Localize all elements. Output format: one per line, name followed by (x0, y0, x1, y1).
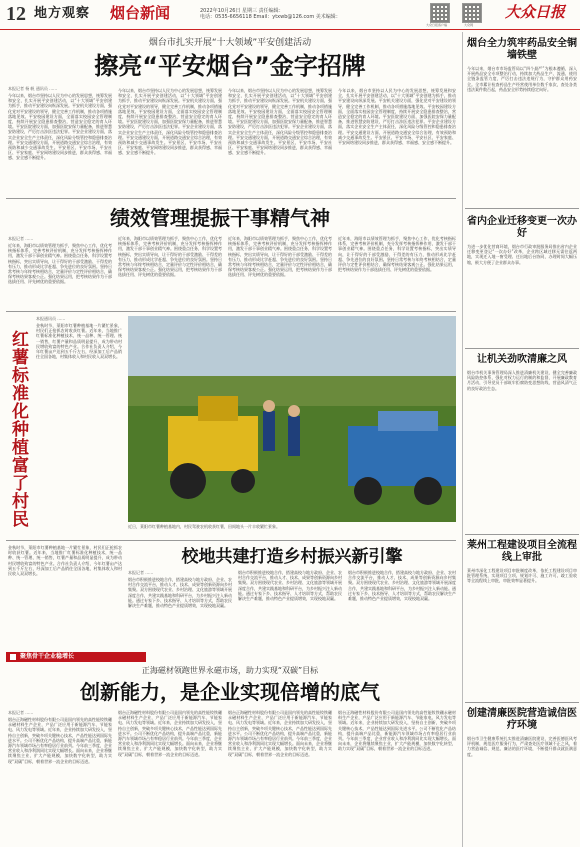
story5-body-col3: 烟台正海磁性材料股份有限公司是国内领先的高性能钕铁硼永磁材料生产企业，产品广泛应用于新能源汽车、节能家电、风力发电等领域。近年来，企业持续加大研发投入，坚持自主创新，突破多项关键核心技术，产品性能达到国际先进水平。公司不断优化产品结构，提升高端产品比重，新能源汽车领域市场占有率稳居行业前列。今年前三季度，企业营业收入和净利润同比实现大幅增长。面向未来，企业将继续聚焦主业，扩大产能规模，加快数字化转型，助力实现“双碳”目标，朝着世界一流企业的目标迈进。 (228, 710, 332, 757)
sidebar-item4-body: 莱州市深化工程建设项目审批制度改革，依托工程建设项目审批管理系统，实现项目立项、规划许可、施工许可、竣工验收等全流程线上审批，审批效率显著提升。 (467, 568, 577, 584)
sidebar-item1-headline: 烟台全力筑牢药品安全铜墙铁壁 (467, 38, 577, 61)
story5-body-col1: 烟台正海磁性材料股份有限公司是国内领先的高性能钕铁硼永磁材料生产企业，产品广泛应用于新能源汽车、节能家电、风力发电等领域。近年来，企业持续加大研发投入，坚持自主创新，突破多项关键核心技术，产品性能达到国际先进水平。公司不断优化产品结构，提升高端产品比重，新能源汽车领域市场占有率稳居行业前列。今年前三季度，企业营业收入和净利润同比实现大幅增长。面向未来，企业将继续聚焦主业，扩大产能规模，加快数字化转型，助力实现“双碳”目标，朝着世界一流企业的目标迈进。 (8, 717, 112, 764)
sidebar-item4-headline: 莱州工程建设项目全流程线上审批 (467, 540, 577, 563)
sidebar-item3-headline: 让机关劲吹清廉之风 (477, 354, 567, 365)
lead-body-col1: 今年以来，烟台市坚持以人民为中心的发展思想，统筹发展和安全，扎实开展平安创建活动，以“十大领域”平安创建为抓手，推动平安建设向纵深发展。平安机关建设方面，强化党对平安建设的领导，健全完善工作机制，推动各项措施落地见效。平安校园建设方面，全面落实校园安全管理制度，持续开展安全隐患排查整治，营造安全稳定的育人环境。平安医院建设方面，加强医院安保力量配备，推进智慧安防建设，严厉打击涉医违法犯罪。平安企业建设方面，落实企业安全生产主体责任，深化风险分级管控和隐患排查治理。平安交通建设方面，开展道路交通安全综合治理，有效预防和减少交通事故发生。平安景区、平安市场、平安社区、平安家庭、平安网络建设同步推进，群众获得感、幸福感、安全感不断提升。 (8, 93, 112, 161)
story4-body-col1: 烟台市积极推进校地合作，搭建高校与地方政府、企业、农村合作交流平台，推动人才、技术、成果等创新资源向乡村集聚。双方围绕现代农业、乡村治理、文化旅游等领域开展深度合作，共建实践基地和科研平台，为乡村振兴注入新动能。通过专家下乡、技术指导、人才培训等方式，帮助农民解决生产难题，推动特色产业提质增效，实现校地双赢。 (128, 577, 232, 609)
sidebar-item5-body: 烟台市卫生健康系统扎实推进清廉医院建设，完善医德医风考评机制，规范医疗服务行为，严肃查处医疗领域不正之风，着力营造诚信、规范、廉洁的医疗环境，不断提升群众就医满意度。 (467, 736, 577, 757)
divider (465, 702, 579, 703)
tractor-illustration (128, 316, 456, 522)
masthead (0, 0, 580, 30)
divider (6, 540, 456, 541)
story3-body-continued: 金秋时节，莱阳市红薯种植基地一片繁忙景象，村民们正抢抓农时收获红薯。近年来，当地推广红薯标准化种植技术，统一品种、统一管理、统一销售，红薯产量和品质明显提升，成为带动村民增收致富的特色产业。合作社负责人介绍，今年红薯亩产达到五千斤左右，经深加工后产品销往全国各地，村集体收入和村民收入双双增长。 (8, 545, 122, 577)
story2-body-col2: 近年来，海阳市以绩效管理为抓手，聚焦中心工作，优化考核指标体系，完善考核评价机制，充分发挥考核指挥棒作用，激发干部干事创业精气神。围绕重点任务，科学设置考核指标，突出实绩导向，让干得好的干部受激励、干得差的有压力，推动形成比学赶超、争先进位的良好氛围。坚持日常考核与年终考核相结合，定量评价与定性评价相结合，确保考核结果客观公正。强化结果运用，把考核结果作为干部选拔任用、评先树优的重要依据。 (118, 236, 222, 278)
lead-body-col4: 今年以来，烟台市坚持以人民为中心的发展思想，统筹发展和安全，扎实开展平安创建活动，以“十大领域”平安创建为抓手，推动平安建设向纵深发展。平安机关建设方面，强化党对平安建设的领导，健全完善工作机制，推动各项措施落地见效。平安校园建设方面，全面落实校园安全管理制度，持续开展安全隐患排查整治，营造安全稳定的育人环境。平安医院建设方面，加强医院安保力量配备，推进智慧安防建设，严厉打击涉医违法犯罪。平安企业建设方面，落实企业安全生产主体责任，深化风险分级管控和隐患排查治理。平安交通建设方面，开展道路交通安全综合治理，有效预防和减少交通事故发生。平安景区、平安市场、平安社区、平安家庭、平安网络建设同步推进，群众获得感、幸福感、安全感不断提升。 (338, 88, 456, 146)
divider (6, 311, 456, 312)
divider (465, 208, 579, 209)
lead-body-col2: 今年以来，烟台市坚持以人民为中心的发展思想，统筹发展和安全，扎实开展平安创建活动，以“十大领域”平安创建为抓手，推动平安建设向纵深发展。平安机关建设方面，强化党对平安建设的领导，健全完善工作机制，推动各项措施落地见效。平安校园建设方面，全面落实校园安全管理制度，持续开展安全隐患排查整治，营造安全稳定的育人环境。平安医院建设方面，加强医院安保力量配备，推进智慧安防建设，严厉打击涉医违法犯罪。平安企业建设方面，落实企业安全生产主体责任，深化风险分级管控和隐患排查治理。平安交通建设方面，开展道路交通安全综合治理，有效预防和减少交通事故发生。平安景区、平安市场、平安社区、平安家庭、平安网络建设同步推进，群众获得感、幸福感、安全感不断提升。 (118, 88, 222, 156)
qr-code-icon (430, 3, 450, 23)
section-name: 地方观察 (34, 6, 91, 21)
lead-headline: 擦亮“平安烟台”金字招牌 (94, 52, 366, 80)
newspaper-brand: 大众日报 (505, 5, 566, 21)
news-sidebar (462, 32, 580, 847)
photo-caption: 近日，莱阳市红薯种植基地内，村民驾驶农机收获红薯，田间地头一片丰收繁忙景象。 (128, 524, 280, 529)
page-number: 12 (6, 3, 26, 25)
qr-label: 大众日报客户端 (426, 23, 448, 27)
lead-byline: 本报记者 杨 帆 通讯员 …… (8, 86, 58, 91)
story4-body-col2: 烟台市积极推进校地合作，搭建高校与地方政府、企业、农村合作交流平台，推动人才、技术、成果等创新资源向乡村集聚。双方围绕现代农业、乡村治理、文化旅游等领域开展深度合作，共建实践基地和科研平台，为乡村振兴注入新动能。通过专家下乡、技术指导、人才培训等方式，帮助农民解决生产难题，推动特色产业提质增效，实现校地双赢。 (238, 570, 342, 602)
qr-label: 大众网 (464, 23, 474, 27)
qr-code-icon (462, 3, 482, 23)
story3-byline: 本报通讯员 …… (36, 316, 66, 321)
story3-vertical-headline: 红薯标准化种植富了村民 (8, 330, 28, 528)
story2-headline: 绩效管理提振干事精气神 (110, 206, 330, 230)
section-tag-bar: 聚焦骨干企业稳增长 (6, 652, 146, 662)
story2-body-col3: 近年来，海阳市以绩效管理为抓手，聚焦中心工作，优化考核指标体系，完善考核评价机制，充分发挥考核指挥棒作用，激发干部干事创业精气神。围绕重点任务，科学设置考核指标，突出实绩导向，让干得好的干部受激励、干得差的有压力，推动形成比学赶超、争先进位的良好氛围。坚持日常考核与年终考核相结合，定量评价与定性评价相结合，确保考核结果客观公正。强化结果运用，把考核结果作为干部选拔任用、评先树优的重要依据。 (228, 236, 332, 278)
lead-body-col3: 今年以来，烟台市坚持以人民为中心的发展思想，统筹发展和安全，扎实开展平安创建活动，以“十大领域”平安创建为抓手，推动平安建设向纵深发展。平安机关建设方面，强化党对平安建设的领导，健全完善工作机制，推动各项措施落地见效。平安校园建设方面，全面落实校园安全管理制度，持续开展安全隐患排查整治，营造安全稳定的育人环境。平安医院建设方面，加强医院安保力量配备，推进智慧安防建设，严厉打击涉医违法犯罪。平安企业建设方面，落实企业安全生产主体责任，深化风险分级管控和隐患排查治理。平安交通建设方面，开展道路交通安全综合治理，有效预防和减少交通事故发生。平安景区、平安市场、平安社区、平安家庭、平安网络建设同步推进，群众获得感、幸福感、安全感不断提升。 (228, 88, 332, 156)
story5-byline: 本报记者 …… (8, 710, 34, 715)
divider (465, 348, 579, 349)
divider (6, 198, 456, 199)
sidebar-item5-headline: 创建清廉医院营造诚信医疗环境 (467, 708, 577, 731)
divider (465, 534, 579, 535)
story5-kicker: 正海磁材领跑世界永磁市场，助力实现“双碳”目标 (141, 666, 319, 675)
story2-body-col4: 近年来，海阳市以绩效管理为抓手，聚焦中心工作，优化考核指标体系，完善考核评价机制，充分发挥考核指挥棒作用，激发干部干事创业精气神。围绕重点任务，科学设置考核指标，突出实绩导向，让干得好的干部受激励、干得差的有压力，推动形成比学赶超、争先进位的良好氛围。坚持日常考核与年终考核相结合，定量评价与定性评价相结合，确保考核结果客观公正。强化结果运用，把考核结果作为干部选拔任用、评先树优的重要依据。 (338, 236, 456, 273)
sidebar-item1-body: 今年以来，烟台市市场监管局以“四个最严”为根本遵循，深入开展药品安全专项整治行动，持续加大药品生产、流通、使用全链条监管力度，严厉打击违法违规行为，守护群众用药安全。全市累计检查药品生产经营使用单位数千家次，查处各类违法案件数百起，药品安全形势持续稳定向好。 (467, 66, 577, 92)
story4-byline: 本报记者 …… (128, 570, 154, 575)
story2-body-col1: 近年来，海阳市以绩效管理为抓手，聚焦中心工作，优化考核指标体系，完善考核评价机制，充分发挥考核指挥棒作用，激发干部干事创业精气神。围绕重点任务，科学设置考核指标，突出实绩导向，让干得好的干部受激励、干得差的有压力，推动形成比学赶超、争先进位的良好氛围。坚持日常考核与年终考核相结合，定量评价与定性评价相结合，确保考核结果客观公正。强化结果运用，把考核结果作为干部选拔任用、评先树优的重要依据。 (8, 243, 112, 285)
harvest-photo (128, 316, 456, 522)
story5-body-col4: 烟台正海磁性材料股份有限公司是国内领先的高性能钕铁硼永磁材料生产企业，产品广泛应用于新能源汽车、节能家电、风力发电等领域。近年来，企业持续加大研发投入，坚持自主创新，突破多项关键核心技术，产品性能达到国际先进水平。公司不断优化产品结构，提升高端产品比重，新能源汽车领域市场占有率稳居行业前列。今年前三季度，企业营业收入和净利润同比实现大幅增长。面向未来，企业将继续聚焦主业，扩大产能规模，加快数字化转型，助力实现“双碳”目标，朝着世界一流企业的目标迈进。 (338, 710, 456, 752)
story4-headline: 校地共建打造乡村振兴新引擎 (181, 547, 403, 567)
sidebar-item3-body: 烟台市机关事务管理局深入推进清廉机关建设，健全完善廉政风险防控体系，强化对权力运行的制约和监督，开展廉政教育月活动，引导党员干部筑牢拒腐防变思想防线，营造风清气正的良好政治生态。 (467, 370, 577, 391)
masthead-info: 2022年10月26日 星期三 责任编辑： 电话：0535-6656118 Email：ytxwb@126.com 美术编辑： (200, 8, 341, 20)
story5-headline: 创新能力，是企业实现倍增的底气 (80, 680, 380, 704)
story4-body-col3: 烟台市积极推进校地合作，搭建高校与地方政府、企业、农村合作交流平台，推动人才、技术、成果等创新资源向乡村集聚。双方围绕现代农业、乡村治理、文化旅游等领域开展深度合作，共建实践基地和科研平台，为乡村振兴注入新动能。通过专家下乡、技术指导、人才培训等方式，帮助农民解决生产难题，推动特色产业提质增效，实现校地双赢。 (348, 570, 456, 602)
subsection-name: 烟台新闻 (110, 4, 171, 22)
story2-byline: 本报记者 …… (8, 236, 34, 241)
sidebar-item2-body: 为进一步优化营商环境，烟台市行政审批服务局推出省内企业迁移变更登记“一次办好”改革，企业跨区域迁移无需往返两地，实现迁入地一窗受理、迁出地后台协同，办理时间大幅压缩，极大方便了企业群众办事。 (467, 244, 577, 265)
story3-body: 金秋时节，莱阳市红薯种植基地一片繁忙景象，村民们正抢抓农时收获红薯。近年来，当地推广红薯标准化种植技术，统一品种、统一管理、统一销售，红薯产量和品质明显提升，成为带动村民增收致富的特色产业。合作社负责人介绍，今年红薯亩产达到五千斤左右，经深加工后产品销往全国各地，村集体收入和村民收入双双增长。 (36, 323, 122, 360)
story5-body-col2: 烟台正海磁性材料股份有限公司是国内领先的高性能钕铁硼永磁材料生产企业，产品广泛应用于新能源汽车、节能家电、风力发电等领域。近年来，企业持续加大研发投入，坚持自主创新，突破多项关键核心技术，产品性能达到国际先进水平。公司不断优化产品结构，提升高端产品比重，新能源汽车领域市场占有率稳居行业前列。今年前三季度，企业营业收入和净利润同比实现大幅增长。面向未来，企业将继续聚焦主业，扩大产能规模，加快数字化转型，助力实现“双碳”目标，朝着世界一流企业的目标迈进。 (118, 710, 222, 757)
lead-kicker: 烟台市扎实开展“十大领域”平安创建活动 (148, 38, 312, 48)
sidebar-item2-headline: 省内企业迁移变更一次办好 (467, 216, 577, 239)
